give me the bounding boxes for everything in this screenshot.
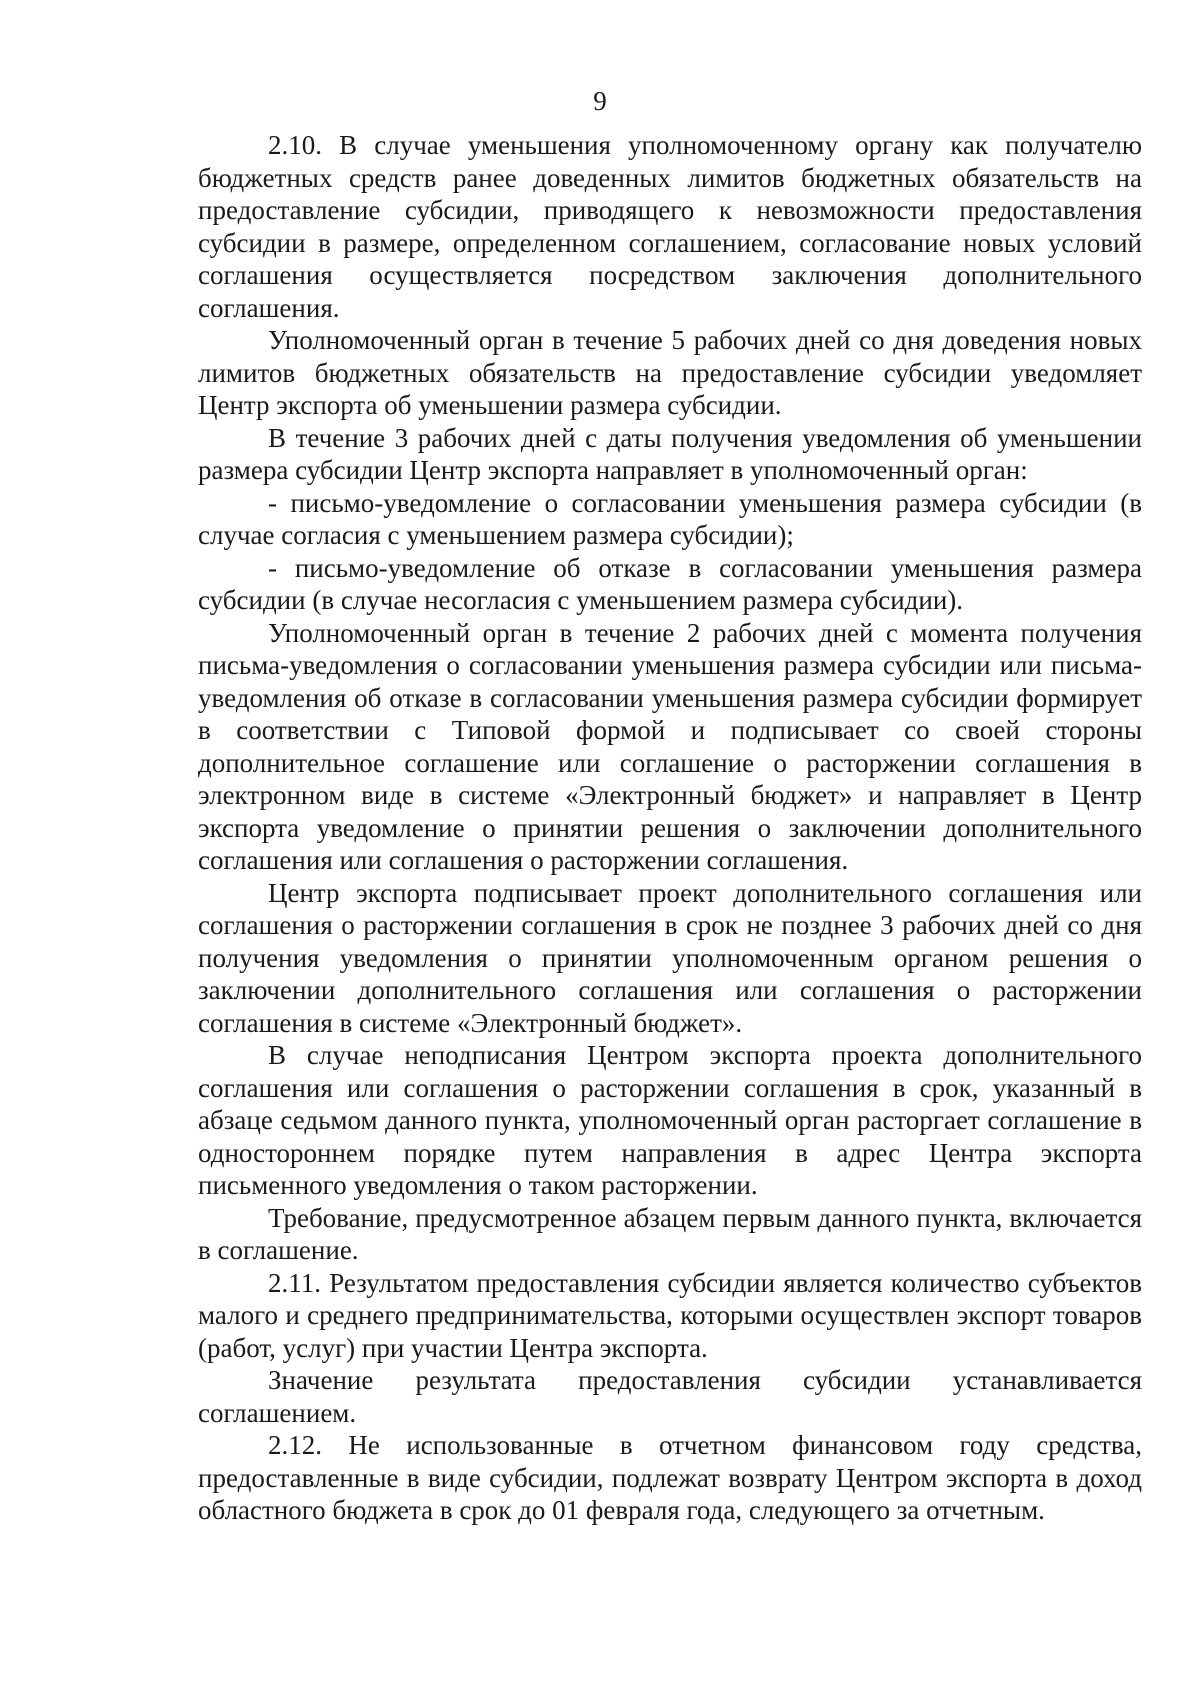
list-item-consent-letter: - письмо-уведомление о согласовании уменьшения размера субсидии (в случае согласия с уменьшением размера субсидии); [198,487,1142,550]
paragraph-2-10: 2.10. В случае уменьшения уполномоченному органу как получателю бюджетных средств ранее доведенных лимитов бюджетных обязательств на предоставление субсидии, приводящего к невозможности предоставления субсидии в размере, определенном соглашением, согласование новых условий соглашения осуществляется посредством заключения дополнительного соглашения. [198,130,1142,323]
paragraph-2-days-agreement: Уполномоченный орган в течение 2 рабочих дней с момента получения письма-уведомления о согласовании уменьшения размера субсидии или письма-уведомления об отказе в согласовании уменьшения размера субсидии формирует в соответствии с Типовой формой и подписывает со своей стороны дополнительное соглашение или соглашение о расторжении соглашения в электронном виде в системе «Электронный бюджет» и направляет в Центр экспорта уведомление о принятии решения о заключении дополнительного соглашения или соглашения о расторжении соглашения. [198,617,1142,875]
paragraph-result-value: Значение результата предоставления субсидии устанавливается соглашением. [198,1365,1142,1428]
list-item-refusal-letter: - письмо-уведомление об отказе в согласовании уменьшения размера субсидии (в случае несогласия с уменьшением размера субсидии). [198,552,1142,615]
paragraph-2-11: 2.11. Результатом предоставления субсидии является количество субъектов малого и среднего предпринимательства, которыми осуществлен экспорт товаров (работ, услуг) при участии Центра экспорта. [198,1267,1142,1363]
paragraph-unilateral-termination: В случае неподписания Центром экспорта проекта дополнительного соглашения или соглашения о расторжении соглашения в срок, указанный в абзаце седьмом данного пункта, уполномоченный орган расторгает соглашение в одностороннем порядке путем направления в адрес Центра экспорта письменного уведомления о таком расторжении. [198,1040,1142,1200]
paragraph-requirement-included: Требование, предусмотренное абзацем первым данного пункта, включается в соглашение. [198,1202,1142,1265]
paragraph-2-12: 2.12. Не использованные в отчетном финансовом году средства, предоставленные в виде субсидии, подлежат возврату Центром экспорта в доход областного бюджета в срок до 01 февраля года, следующего за отчетным. [198,1430,1142,1525]
document-body [198,129,1142,1527]
paragraph-notice-5-days: Уполномоченный орган в течение 5 рабочих дней со дня доведения новых лимитов бюджетных обязательств на предоставление субсидии уведомляет Центр экспорта об уменьшении размера субсидии. [198,325,1142,420]
paragraph-3-days-response: В течение 3 рабочих дней с даты получения уведомления об уменьшении размера субсидии Центр экспорта направляет в уполномоченный орган: [198,422,1142,485]
page-number: 9 [593,86,607,116]
paragraph-export-center-signs: Центр экспорта подписывает проект дополнительного соглашения или соглашения о расторжении соглашения в срок не позднее 3 рабочих дней со дня получения уведомления о принятии уполномоченным органом решения о заключении дополнительного соглашения или соглашения о расторжении соглашения в системе «Электронный бюджет». [198,877,1142,1038]
